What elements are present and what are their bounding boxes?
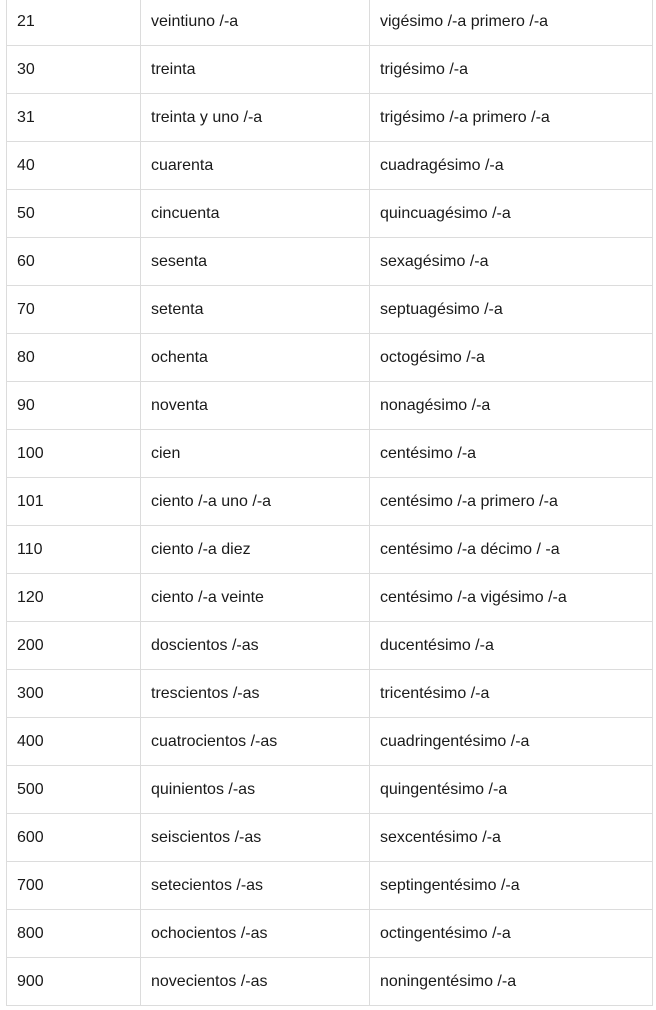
cardinal-cell: doscientos /-as (141, 622, 370, 670)
ordinal-cell: tricentésimo /-a (370, 670, 653, 718)
table-row (7, 334, 653, 382)
number-cell: 90 (7, 382, 141, 430)
ordinal-cell: centésimo /-a vigésimo /-a (370, 574, 653, 622)
number-cell: 600 (7, 814, 141, 862)
cardinal-cell: treinta (141, 46, 370, 94)
cardinal-cell: noventa (141, 382, 370, 430)
table-row (7, 0, 653, 46)
cardinal-cell: cuarenta (141, 142, 370, 190)
number-cell: 21 (7, 0, 141, 46)
numerals-table (6, 0, 653, 1006)
ordinal-cell: octingentésimo /-a (370, 910, 653, 958)
ordinal-cell: centésimo /-a primero /-a (370, 478, 653, 526)
table-row (7, 814, 653, 862)
table-row (7, 430, 653, 478)
number-cell: 70 (7, 286, 141, 334)
ordinal-cell: noningentésimo /-a (370, 958, 653, 1006)
number-cell: 30 (7, 46, 141, 94)
ordinal-cell: quincuagésimo /-a (370, 190, 653, 238)
table-row (7, 94, 653, 142)
number-cell: 101 (7, 478, 141, 526)
table-row (7, 718, 653, 766)
ordinal-cell: quingentésimo /-a (370, 766, 653, 814)
number-cell: 800 (7, 910, 141, 958)
table-row (7, 526, 653, 574)
ordinal-cell: cuadragésimo /-a (370, 142, 653, 190)
table-row (7, 574, 653, 622)
cardinal-cell: sesenta (141, 238, 370, 286)
table-row (7, 286, 653, 334)
table-row (7, 46, 653, 94)
ordinal-cell: vigésimo /-a primero /-a (370, 0, 653, 46)
table-row (7, 382, 653, 430)
cardinal-cell: ochocientos /-as (141, 910, 370, 958)
table-row (7, 142, 653, 190)
cardinal-cell: quinientos /-as (141, 766, 370, 814)
number-cell: 110 (7, 526, 141, 574)
number-cell: 60 (7, 238, 141, 286)
cardinal-cell: treinta y uno /-a (141, 94, 370, 142)
ordinal-cell: septuagésimo /-a (370, 286, 653, 334)
number-cell: 200 (7, 622, 141, 670)
cardinal-cell: trescientos /-as (141, 670, 370, 718)
table-row (7, 910, 653, 958)
cardinal-cell: ciento /-a diez (141, 526, 370, 574)
cardinal-cell: seiscientos /-as (141, 814, 370, 862)
ordinal-cell: sexagésimo /-a (370, 238, 653, 286)
table-row (7, 766, 653, 814)
number-cell: 120 (7, 574, 141, 622)
table-row (7, 670, 653, 718)
number-cell: 31 (7, 94, 141, 142)
ordinal-cell: nonagésimo /-a (370, 382, 653, 430)
ordinal-cell: trigésimo /-a (370, 46, 653, 94)
number-cell: 500 (7, 766, 141, 814)
table-row (7, 478, 653, 526)
cardinal-cell: cincuenta (141, 190, 370, 238)
number-cell: 100 (7, 430, 141, 478)
ordinal-cell: trigésimo /-a primero /-a (370, 94, 653, 142)
table-row (7, 622, 653, 670)
number-cell: 300 (7, 670, 141, 718)
cardinal-cell: ochenta (141, 334, 370, 382)
ordinal-cell: septingentésimo /-a (370, 862, 653, 910)
ordinal-cell: centésimo /-a décimo / -a (370, 526, 653, 574)
number-cell: 900 (7, 958, 141, 1006)
ordinal-cell: sexcentésimo /-a (370, 814, 653, 862)
ordinal-cell: ducentésimo /-a (370, 622, 653, 670)
number-cell: 400 (7, 718, 141, 766)
cardinal-cell: novecientos /-as (141, 958, 370, 1006)
cardinal-cell: ciento /-a veinte (141, 574, 370, 622)
number-cell: 40 (7, 142, 141, 190)
cardinal-cell: veintiuno /-a (141, 0, 370, 46)
table-row (7, 958, 653, 1006)
ordinal-cell: octogésimo /-a (370, 334, 653, 382)
table-row (7, 238, 653, 286)
table-row (7, 862, 653, 910)
table-row (7, 190, 653, 238)
number-cell: 50 (7, 190, 141, 238)
number-cell: 80 (7, 334, 141, 382)
cardinal-cell: ciento /-a uno /-a (141, 478, 370, 526)
cardinal-cell: cien (141, 430, 370, 478)
ordinal-cell: centésimo /-a (370, 430, 653, 478)
cardinal-cell: setenta (141, 286, 370, 334)
table-body (7, 0, 653, 1006)
cardinal-cell: setecientos /-as (141, 862, 370, 910)
ordinal-cell: cuadringentésimo /-a (370, 718, 653, 766)
number-cell: 700 (7, 862, 141, 910)
cardinal-cell: cuatrocientos /-as (141, 718, 370, 766)
